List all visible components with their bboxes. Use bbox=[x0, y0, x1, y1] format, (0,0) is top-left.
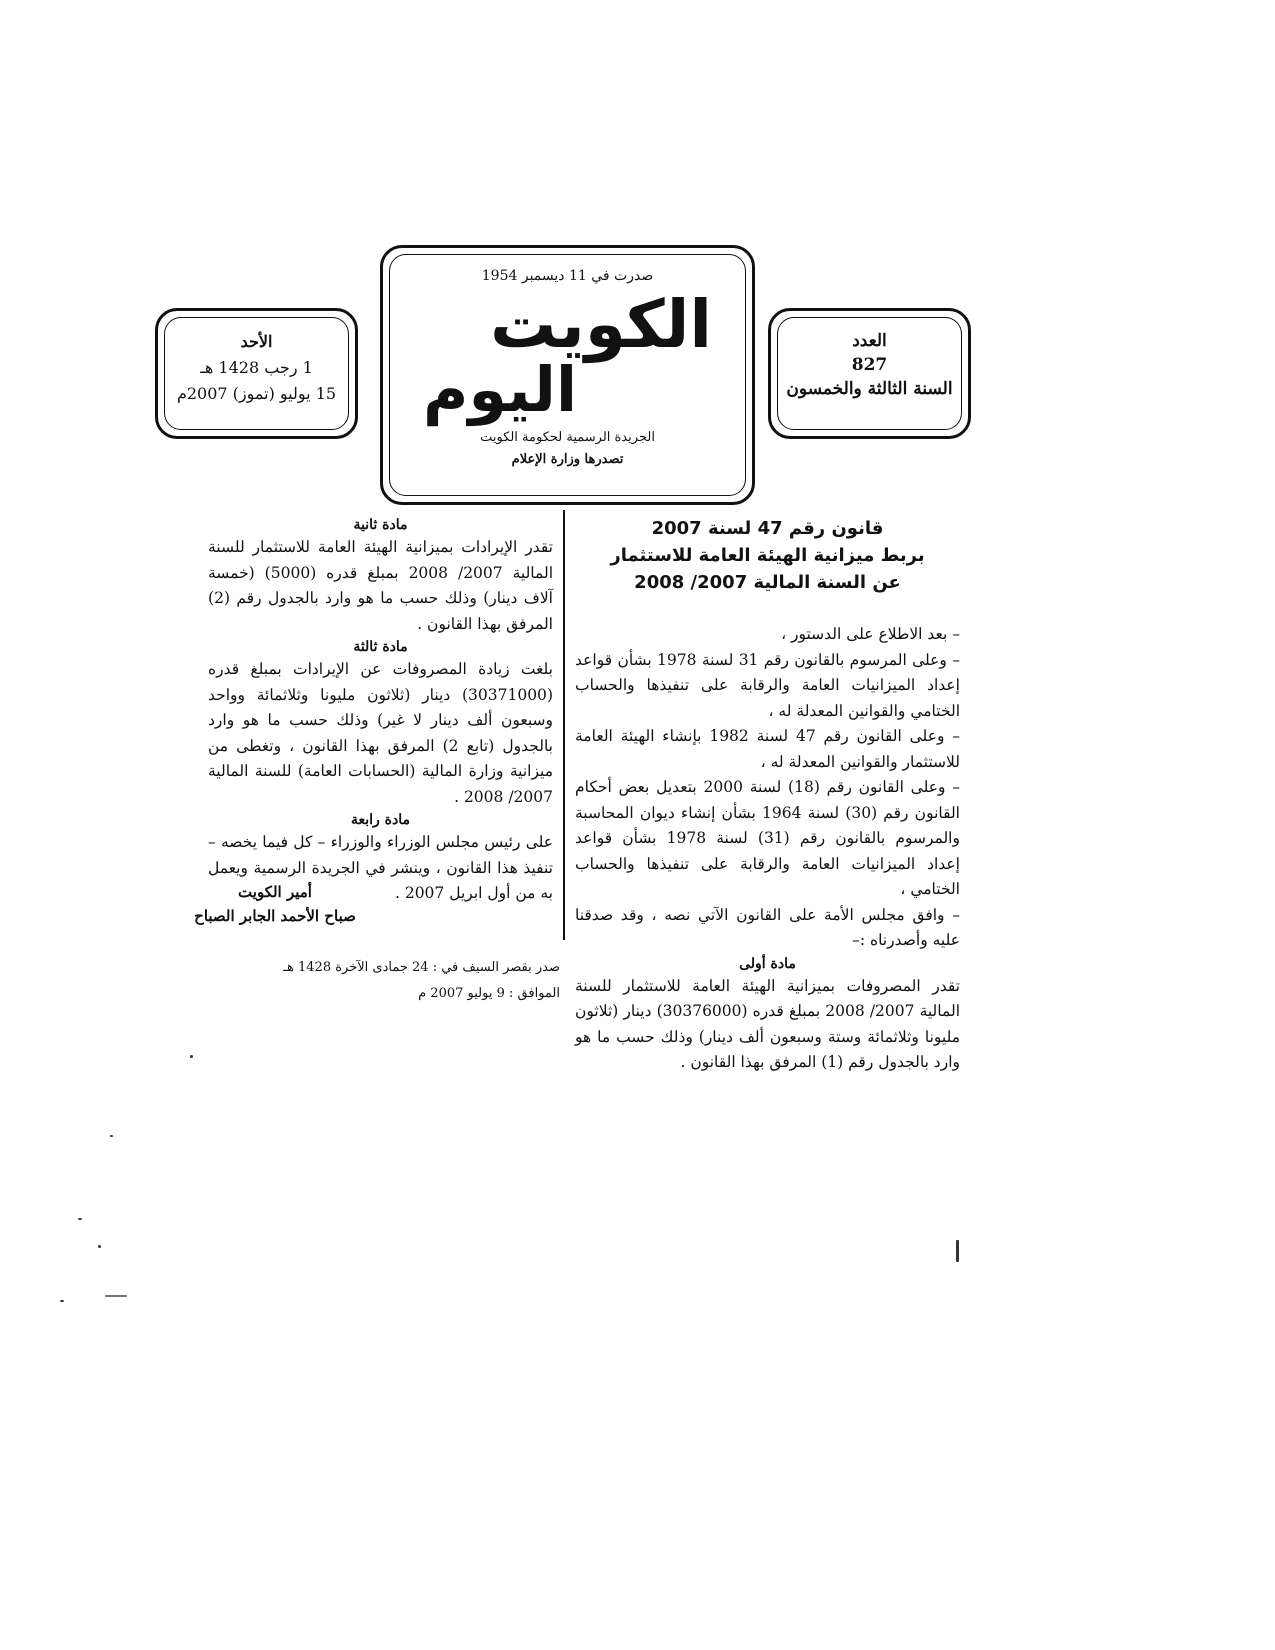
issue-number: 827 bbox=[851, 355, 888, 375]
preamble-paragraph: – وعلى القانون رقم (18) لسنة 2000 بتعديل بعض أحكام القانون رقم (30) لسنة 1964 بشأن إنشاء ديوان المحاسبة والمرسوم بالقانون رقم (31) لسنة 1978 بشأن قواعد إعداد الميزانيات العامة والرقابة على تنفيذها والحساب الختامي ، bbox=[575, 778, 960, 898]
scan-speck bbox=[98, 1245, 101, 1248]
masthead-founded: صدرت في 11 ديسمبر 1954 bbox=[481, 268, 654, 284]
masthead-subtitle: الجريدة الرسمية لحكومة الكويت bbox=[480, 430, 655, 445]
article-text: بلغت زيادة المصروفات عن الإيرادات بمبلغ قدره (30371000) دينار (ثلاثون مليونا وثلاثمائة وواحد وسبعون ألف دينار لا غير) وذلك حسب ما هو وارد بالجدول (تابع 2) المرفق بهذا القانون ، وتغطى من ميزانية وزارة المالية (الحسابات العامة) للسنة المالية 2007/ 2008 . bbox=[208, 660, 553, 806]
scan-speck bbox=[78, 1218, 82, 1220]
article-text: تقدر المصروفات بميزانية الهيئة العامة للاستثمار للسنة المالية 2007/ 2008 بمبلغ قدره (30376000) دينار (ثلاثون مليونا وثلاثمائة وستة وسبعون ألف دينار) وذلك حسب ما هو وارد بالجدول رقم (1) المرفق بهذا القانون . bbox=[575, 976, 960, 1071]
masthead-title-line2: اليوم bbox=[423, 353, 578, 426]
preamble-paragraph: – وافق مجلس الأمة على القانون الآتي نصه ، وقد صدقنا عليه وأصدرناه :– bbox=[575, 905, 960, 949]
masthead-title-line1: الكويت bbox=[490, 286, 712, 363]
left-column bbox=[208, 515, 553, 907]
article-text: على رئيس مجلس الوزراء والوزراء – كل فيما يخصه – تنفيذ هذا القانون ، وينشر في الجريدة الرسمية ويعمل به من أول ابريل 2007 . bbox=[208, 833, 553, 902]
scan-speck bbox=[60, 1300, 64, 1302]
law-title-line2: بربط ميزانية الهيئة العامة للاستثمار bbox=[610, 545, 925, 566]
article-heading: مادة ثانية bbox=[353, 517, 408, 533]
scan-speck bbox=[105, 1295, 127, 1297]
date-hijri: 1 رجب 1428 هـ bbox=[200, 358, 313, 377]
signature-title: أمير الكويت bbox=[238, 883, 312, 901]
scan-speck bbox=[956, 1240, 959, 1262]
issue-label: العدد bbox=[852, 331, 887, 351]
masthead-publisher: تصدرها وزارة الإعلام bbox=[511, 452, 624, 467]
law-title-line3: عن السنة المالية 2007/ 2008 bbox=[634, 572, 901, 593]
signature-name: صباح الأحمد الجابر الصباح bbox=[194, 907, 356, 925]
issue-info-box bbox=[768, 308, 971, 439]
issued-corresponding-date: الموافق : 9 يوليو 2007 م bbox=[418, 986, 560, 1001]
issued-place-date: صدر بقصر السيف في : 24 جمادى الآخرة 1428 هـ bbox=[283, 960, 560, 975]
article-text: تقدر الإيرادات بميزانية الهيئة العامة للاستثمار للسنة المالية 2007/ 2008 بمبلغ قدره (5000) (خمسة آلاف دينار) وذلك حسب ما هو وارد بالجدول رقم (2) المرفق بهذا القانون . bbox=[208, 538, 554, 633]
preamble-paragraph: – بعد الاطلاع على الدستور ، bbox=[781, 625, 960, 643]
issuance-note bbox=[260, 955, 560, 1007]
preamble-paragraph: – وعلى القانون رقم 47 لسنة 1982 بإنشاء الهيئة العامة للاستثمار والقوانين المعدلة له ، bbox=[575, 727, 960, 771]
date-gregorian: 15 يوليو (تموز) 2007م bbox=[176, 384, 337, 403]
scan-speck bbox=[110, 1135, 113, 1137]
issue-year: السنة الثالثة والخمسون bbox=[786, 379, 953, 399]
article-heading: مادة رابعة bbox=[350, 812, 410, 828]
preamble-paragraph: – وعلى المرسوم بالقانون رقم 31 لسنة 1978 بشأن قواعد إعداد الميزانيات العامة والرقابة على تنفيذها والحساب الختامي والقوانين المعدلة له ، bbox=[575, 650, 960, 720]
date-day: الأحد bbox=[240, 332, 273, 351]
column-divider bbox=[563, 510, 565, 940]
article-heading: مادة ثالثة bbox=[353, 639, 408, 655]
masthead-box bbox=[380, 245, 755, 505]
signature-block bbox=[150, 880, 400, 928]
article-heading: مادة أولى bbox=[739, 955, 796, 972]
date-info-box bbox=[155, 308, 358, 439]
law-title-line1: قانون رقم 47 لسنة 2007 bbox=[651, 518, 884, 539]
scan-speck bbox=[190, 1055, 193, 1058]
right-column bbox=[575, 515, 960, 1076]
